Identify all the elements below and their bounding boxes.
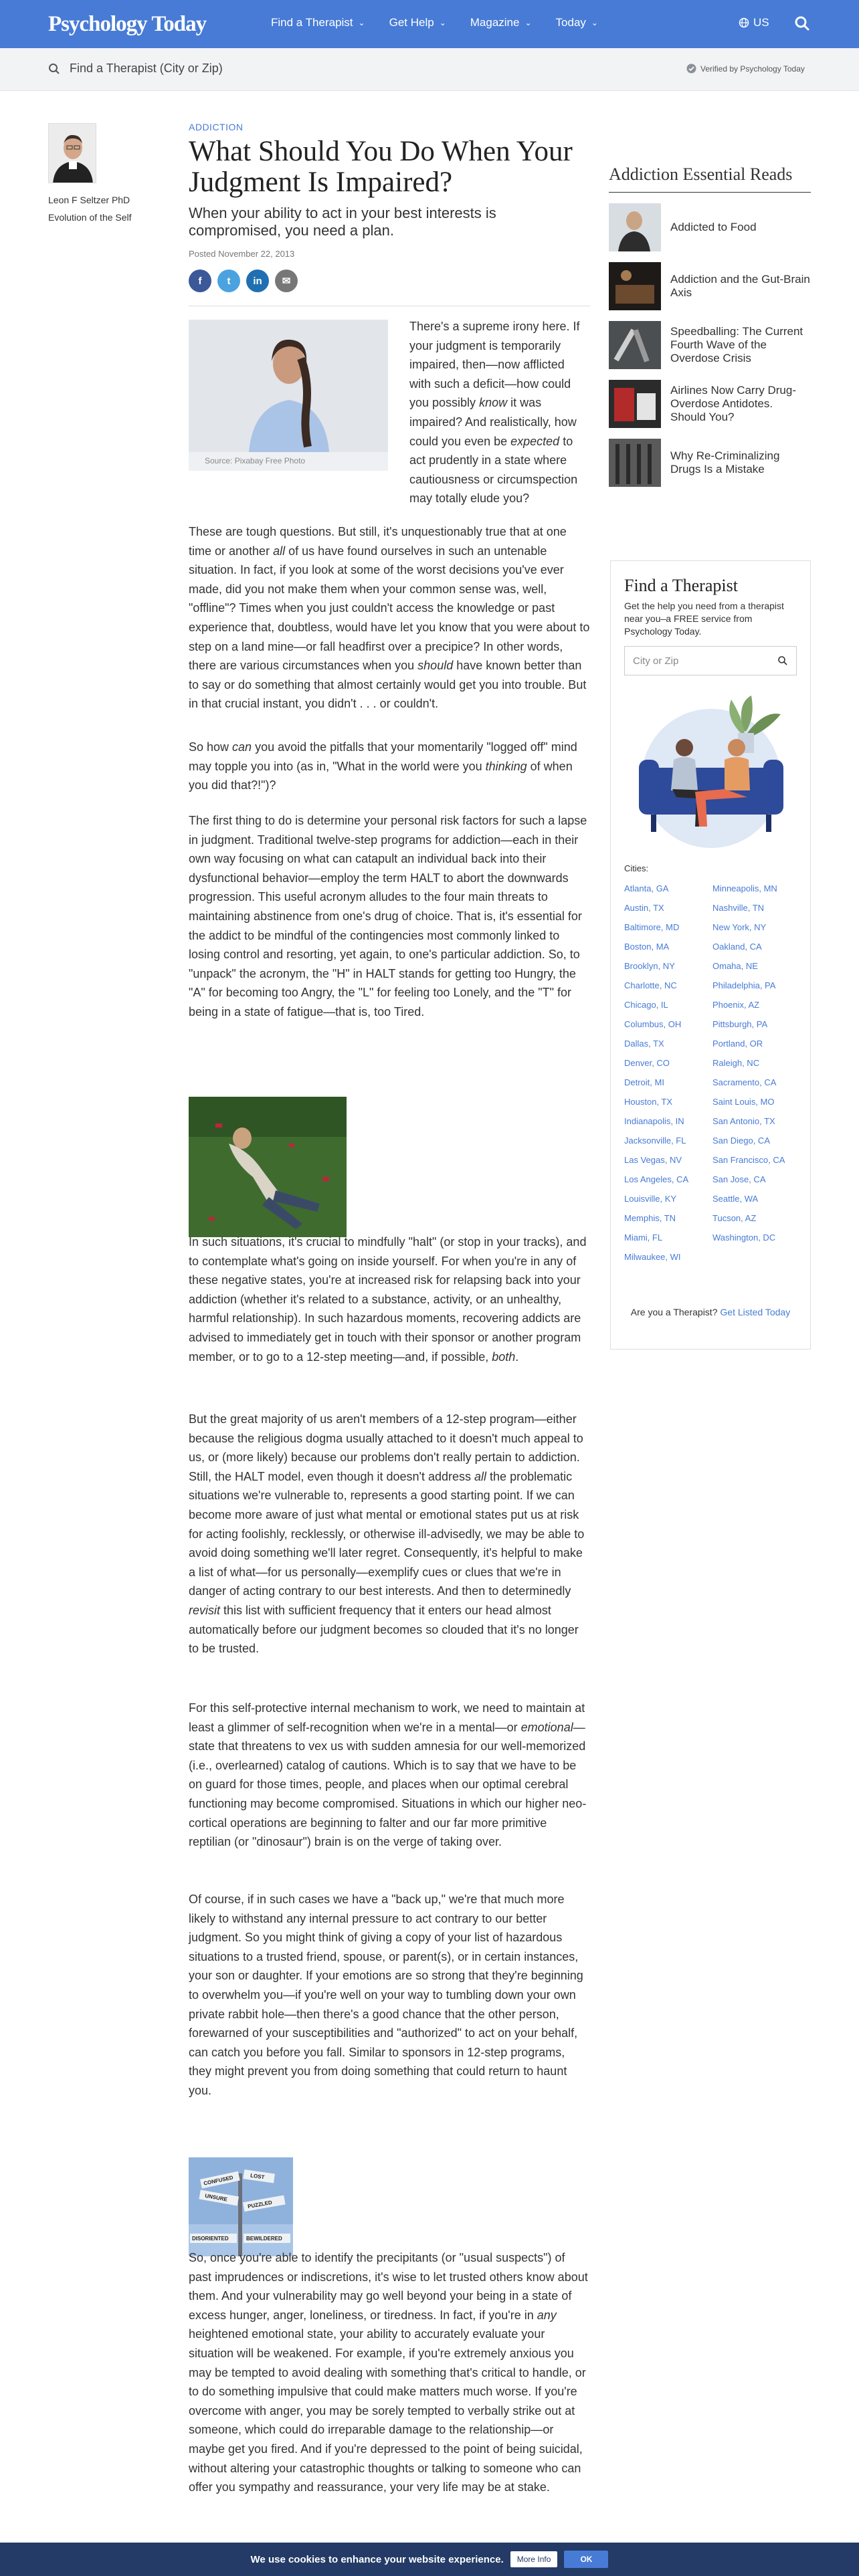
essential-read-item[interactable] <box>609 380 811 428</box>
city-link[interactable]: Boston, MA <box>624 942 670 952</box>
text-emphasis: all <box>273 544 286 558</box>
cookie-banner <box>0 2543 859 2576</box>
linkedin-share-icon[interactable]: in <box>246 270 269 292</box>
read-title: Speedballing: The Current Fourth Wave of the Overdose Crisis <box>670 325 803 364</box>
sign-label: UNSURE <box>204 2192 228 2203</box>
divider <box>609 192 811 193</box>
article-subtitle: When your ability to act in your best interests is compromised, you need a plan. <box>189 205 496 239</box>
essential-read-item[interactable] <box>609 203 811 251</box>
read-title: Addiction and the Gut-Brain Axis <box>670 273 810 299</box>
text: These are tough questions. But still, it's unquestionably true that at one time or another <box>189 525 567 558</box>
city-link[interactable]: Saint Louis, MO <box>712 1097 775 1107</box>
article-title: What Should You Do When Your Judgment Is Impaired? <box>189 136 573 198</box>
article-category[interactable]: ADDICTION <box>189 122 244 132</box>
check-circle-icon <box>686 64 696 74</box>
twitter-share-icon[interactable]: t <box>217 270 240 292</box>
text: to act prudently in a state where cautiousness or circumspection may totally elude you? <box>409 434 578 506</box>
text: For this self-protective internal mechanism to work, we need to maintain at least a glimmer of self-recognition when we're in a mental—or <box>189 1701 585 1734</box>
city-link[interactable]: Memphis, TN <box>624 1213 676 1223</box>
sign-label: CONFUSED <box>203 2174 234 2187</box>
facebook-share-icon[interactable]: f <box>189 270 211 292</box>
sign-label: DISORIENTED <box>192 2236 229 2242</box>
essential-reads-title: Addiction Essential Reads <box>609 165 793 184</box>
essential-read-item[interactable] <box>609 439 811 487</box>
city-link[interactable]: Baltimore, MD <box>624 922 680 932</box>
city-link[interactable]: San Jose, CA <box>712 1174 766 1184</box>
therapist-signup <box>624 1305 797 1319</box>
nav-label: Find a Therapist <box>271 16 353 29</box>
nav-label: Magazine <box>470 16 520 29</box>
text-emphasis: any <box>537 2308 557 2322</box>
city-link[interactable]: Washington, DC <box>712 1232 776 1243</box>
text-emphasis: know <box>479 396 508 410</box>
city-link[interactable]: Oakland, CA <box>712 942 762 952</box>
city-link[interactable]: Las Vegas, NV <box>624 1155 682 1165</box>
intro-paragraph <box>409 317 589 508</box>
city-link[interactable]: Jacksonville, FL <box>624 1136 686 1146</box>
read-title: Why Re-Criminalizing Drugs Is a Mistake <box>670 449 780 475</box>
therapist-question: Are you a Therapist? <box>630 1307 718 1317</box>
paragraph-8 <box>189 2248 590 2497</box>
main-nav <box>271 16 598 29</box>
text-emphasis: both <box>492 1350 516 1364</box>
paragraph-5 <box>189 1410 590 1658</box>
city-link[interactable]: Charlotte, NC <box>624 980 677 990</box>
nav-find-therapist[interactable] <box>271 16 365 29</box>
city-link[interactable]: Milwaukee, WI <box>624 1252 681 1262</box>
woman-thinking-image <box>189 320 388 452</box>
cities-label: Cities: <box>624 863 649 873</box>
city-link[interactable]: Chicago, IL <box>624 1000 668 1010</box>
text: So how <box>189 740 233 754</box>
city-link[interactable]: San Antonio, TX <box>712 1116 775 1126</box>
search-icon[interactable] <box>777 655 788 666</box>
essential-read-item[interactable] <box>609 262 811 310</box>
paragraph-3: The first thing to do is determine your personal risk factors for such a lapse in judgment. Traditional twelve-step programs for addiction—each in their own way focusing on what can catapult an individual back into their dysfunctional behavior—employ the term HALT to abort the downwards progression. This useful acronym alludes to the four main threats to maintaining abstinence from one's drug of choice. That is, it's essential for the addict to be mindful of the contingencies most commonly linked to losing control and resorting, yet again, to one's particular addiction. So, to "unpack" the acronym, the "H" in HALT stands for getting too Hungry, the "A" for becoming too Angry, the "L" for feeling too Lonely, and the "T" for being in a state of fatigue—that is, too Tired. <box>189 814 587 1018</box>
city-link[interactable]: Nashville, TN <box>712 903 765 913</box>
text: —state that threatens to vex us with sudden amnesia for our well-memorized (i.e., overlearned) catalog of cautions. Which is to say that we have to be on guard for those times, people, and places when our optimal cerebral functioning may become compromised. Situations in which our higher neo-cortical operations are beginning to falter and our far more primitive reptilian (or "dinosaur") brain is on the verge of taking over. <box>189 1720 587 1849</box>
text-emphasis: revisit <box>189 1603 221 1617</box>
city-link[interactable]: Miami, FL <box>624 1232 663 1243</box>
read-title: Airlines Now Carry Drug-Overdose Antidotes. Should You? <box>670 384 796 423</box>
verified-badge <box>686 64 805 74</box>
sign-label: PUZZLED <box>247 2199 273 2210</box>
paragraph-4 <box>189 1232 590 1366</box>
author-photo[interactable] <box>48 123 96 183</box>
city-link[interactable]: Denver, CO <box>624 1058 670 1068</box>
city-link[interactable]: Raleigh, NC <box>712 1058 760 1068</box>
city-list <box>624 879 797 1267</box>
city-link[interactable]: Philadelphia, PA <box>712 980 776 990</box>
chevron-down-icon: ⌄ <box>591 18 598 27</box>
verified-label: Verified by Psychology Today <box>700 64 805 74</box>
text: There's a supreme irony here. If your judgment is temporarily impaired, then—now afflicted with such a deficit—how could you possibly <box>409 320 580 410</box>
cookie-text: We use cookies to enhance your website experience. <box>250 2553 504 2565</box>
nav-label: Today <box>555 16 586 29</box>
city-link[interactable]: Houston, TX <box>624 1097 673 1107</box>
city-link[interactable]: San Francisco, CA <box>712 1155 785 1165</box>
finder-title: Find a Therapist <box>624 576 738 595</box>
chevron-down-icon: ⌄ <box>524 18 532 27</box>
city-link[interactable]: Phoenix, AZ <box>712 1000 760 1010</box>
essential-read-item[interactable] <box>609 321 811 369</box>
nav-get-help[interactable] <box>389 16 446 29</box>
text-emphasis: expected <box>510 434 560 448</box>
text-emphasis: all <box>474 1469 487 1483</box>
blog-name[interactable]: Evolution of the Self <box>48 212 132 223</box>
therapist-search-input[interactable] <box>48 62 223 76</box>
paragraph-2 <box>189 738 590 795</box>
text-emphasis: thinking <box>485 759 527 773</box>
text-emphasis: should <box>417 659 454 673</box>
paragraph-7: Of course, if in such cases we have a "back up," we're that much more likely to withstand any internal pressure to act contrary to our better judgment. So you might think of giving a copy of your list of hazardous situations to a trusted friend, spouse, or parent(s), or in certain instances, your son or daughter. If your emotions are so strong that they're beginning to overwhelm you—if you're well on your way to tumbling down your own private rabbit hole—then there's a good chance that the other person, forewarned of your susceptibilities and "authorized" to act on your behalf, can catch you before you fall. Similar to sponsors in 12-step programs, they might prevent you from doing something that could return to haunt you. <box>189 1893 583 2097</box>
city-zip-placeholder: City or Zip <box>633 655 679 667</box>
article-figure <box>189 320 388 471</box>
fallen-person-image <box>189 1097 347 1237</box>
city-link[interactable]: Dallas, TX <box>624 1039 664 1049</box>
text: of when you did that?!")? <box>189 759 573 792</box>
search-placeholder: Find a Therapist (City or Zip) <box>70 62 223 75</box>
city-link[interactable]: Pittsburgh, PA <box>712 1019 768 1029</box>
city-link[interactable]: Tucson, AZ <box>712 1213 757 1223</box>
city-link[interactable]: Indianapolis, IN <box>624 1116 684 1126</box>
text: So, once you're able to identify the precipitants (or "usual suspects") of past imprudences or indiscretions, it's wise to let trusted others know about them. And your vulnerability may go well beyond your being in a state of excess hunger, anger, loneliness, or tiredness. In fact, if you're in <box>189 2251 588 2322</box>
find-therapist-widget <box>610 560 811 1350</box>
essential-reads <box>609 165 811 487</box>
city-link[interactable]: Louisville, KY <box>624 1194 677 1204</box>
text: the problematic situations we're vulnerable to, represents a good starting point. If we can become more aware of just what mental or emotional states put us at risk for acting foolishly, recklessly, or otherwise ill-advisedly, we may be able to avoid doing something we'll later regret. Consequently, it's helpful to make a list of what—for us personally—exemplify cues or clues that we're in danger of acting contrary to our best interests. And then to determinedly <box>189 1469 585 1598</box>
region-label: US <box>753 16 769 29</box>
city-link[interactable]: San Diego, CA <box>712 1136 770 1146</box>
read-thumbnail <box>609 203 661 251</box>
paragraph-1 <box>189 522 590 714</box>
text: you avoid the pitfalls that your momentarily "logged off" mind may topple you into (as in, "What in the world were you <box>189 740 577 773</box>
paragraph-6 <box>189 1699 590 1852</box>
text-emphasis: can <box>232 740 252 754</box>
globe-icon <box>739 17 749 28</box>
city-link[interactable]: Omaha, NE <box>712 961 758 971</box>
city-zip-input[interactable] <box>624 646 797 675</box>
author-block <box>48 123 166 226</box>
therapy-session-illustration <box>624 690 798 848</box>
read-thumbnail <box>609 380 661 428</box>
ok-button[interactable]: OK <box>564 2551 608 2568</box>
text: of us have found ourselves in such an untenable situation. In fact, if you look at some of the worst decisions you've ever made, did you not make them when your common sense was, well, "offline"? Times when you just couldn't access the knowledge or past experience that, doubtless, would have let you know that you were about to step on a land mine—or fall headfirst over a precipice? In other words, there are various circumstances when you <box>189 544 590 673</box>
share-buttons <box>189 270 590 292</box>
city-link[interactable]: Minneapolis, MN <box>712 883 777 893</box>
text: . <box>515 1350 519 1364</box>
signpost-image <box>189 2157 293 2256</box>
nav-label: Get Help <box>389 16 434 29</box>
search-icon[interactable] <box>793 15 811 32</box>
read-thumbnail <box>609 321 661 369</box>
text: But the great majority of us aren't members of a 12-step program—either because the religious dogma usually attached to it doesn't much appeal to us, or (more likely) because our problems don't really pertain to addiction. Still, the HALT model, even though it doesn't address <box>189 1412 583 1483</box>
read-thumbnail <box>609 262 661 310</box>
sign-label: LOST <box>250 2172 266 2181</box>
text: have known better than to say or do something that almost certainly would get you into trouble. But in that crucial instant, you didn't . . . or couldn't. <box>189 659 587 711</box>
article-header <box>189 122 590 306</box>
city-link[interactable]: Brooklyn, NY <box>624 961 675 971</box>
search-icon <box>48 63 60 75</box>
chevron-down-icon: ⌄ <box>358 18 365 27</box>
city-link[interactable]: Los Angeles, CA <box>624 1174 689 1184</box>
text: it was impaired? And realistically, how could you even be <box>409 396 577 448</box>
city-link[interactable]: Austin, TX <box>624 903 664 913</box>
city-link[interactable]: Columbus, OH <box>624 1019 682 1029</box>
city-link[interactable]: New York, NY <box>712 922 767 932</box>
city-link[interactable]: Portland, OR <box>712 1039 763 1049</box>
nav-magazine[interactable] <box>470 16 532 29</box>
region-selector[interactable] <box>739 16 769 29</box>
email-share-icon[interactable]: ✉ <box>275 270 298 292</box>
text: this list with sufficient frequency that it enters our head almost automatically before our judgment becomes so clouded that it's no longer to be trusted. <box>189 1603 579 1656</box>
chevron-down-icon: ⌄ <box>439 18 446 27</box>
get-listed-link[interactable]: Get Listed Today <box>720 1307 791 1317</box>
city-link[interactable]: Sacramento, CA <box>712 1077 777 1087</box>
author-name[interactable]: Leon F Seltzer PhD <box>48 195 130 205</box>
post-date: Posted November 22, 2013 <box>189 249 295 259</box>
site-logo[interactable]: Psychology Today <box>48 12 207 36</box>
nav-today[interactable] <box>556 16 598 29</box>
sign-label: BEWILDERED <box>246 2236 282 2242</box>
text: heightened emotional state, your ability to accurately evaluate your situation will be weakened. For example, if you're extremely anxious you may be tempted to avoid dealing with something that's critical to handle, or to do something impulsive that could make matters much worse. If you're overcome with anger, you may be sorely tempted to verbally strike out at someone, which could do irreparable damage to the relationship—or maybe get you fired. And if you're depressed to the point of being suicidal, without altering your catastrophic thoughts or talking to someone who can offer you sympathy and reassurance, your very life may be at stake. <box>189 2327 586 2494</box>
text: In such situations, it's crucial to mindfully "halt" (or stop in your tracks), and to contemplate what's going on inside yourself. For when you're in any of these negative states, you're at increased risk for relapsing back into your addiction (whether it's related to a substance, activity, or an unhealthy, harmful relationship). In such hazardous moments, recovering addicts are advised to immediately get in touch with their sponsor or another program member, or to go to a 12-step meeting—and, if possible, <box>189 1235 587 1364</box>
read-thumbnail <box>609 439 661 487</box>
city-link[interactable]: Atlanta, GA <box>624 883 669 893</box>
read-title: Addicted to Food <box>670 221 757 233</box>
city-link[interactable]: Seattle, WA <box>712 1194 759 1204</box>
text-emphasis: emotional <box>520 1720 573 1734</box>
figure-caption: Source: Pixabay Free Photo <box>189 452 388 471</box>
more-info-button[interactable]: More Info <box>510 2551 558 2567</box>
top-nav-bar <box>0 0 859 48</box>
finder-description: Get the help you need from a therapist near you–a FREE service from Psychology Today. <box>624 601 784 637</box>
city-link[interactable]: Detroit, MI <box>624 1077 664 1087</box>
